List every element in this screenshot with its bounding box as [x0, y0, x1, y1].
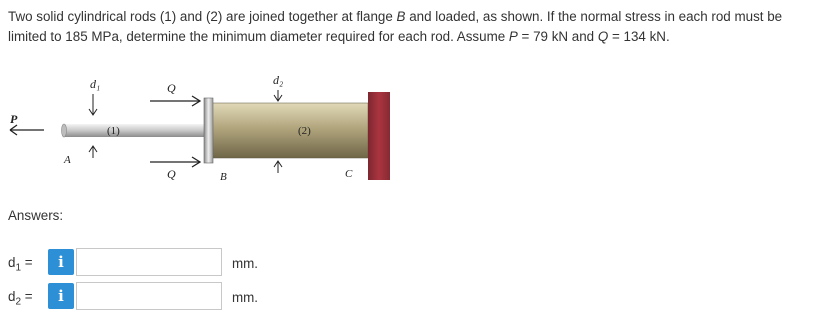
rod-assembly-figure [0, 70, 420, 186]
label-d2: d₂ [273, 73, 284, 87]
d1-label [8, 255, 33, 274]
label-p: P [10, 112, 18, 126]
d2-bottom-arrow [274, 161, 282, 173]
d2-equals: = [21, 289, 33, 304]
d1-symbol: d [8, 255, 16, 270]
problem-statement [8, 7, 812, 47]
d2-top-arrow [274, 90, 282, 101]
d2-label [8, 289, 33, 308]
answers-heading: Answers: [8, 208, 64, 223]
label-rod-1: (1) [107, 125, 120, 137]
label-q-bottom: Q [167, 167, 176, 181]
d2-answer-input[interactable] [76, 282, 222, 310]
d2-subscript: 2 [15, 296, 22, 308]
q-variable: Q [597, 29, 609, 44]
d2-unit: mm. [232, 290, 259, 305]
label-d1: d₁ [90, 77, 101, 91]
flange-variable: B [396, 9, 406, 24]
d1-equals: = [21, 255, 33, 270]
label-rod-2: (2) [298, 125, 311, 137]
rod-2 [212, 103, 368, 158]
label-b: B [220, 171, 227, 183]
flange-b [204, 98, 213, 163]
q-value: = 134 kN. [608, 29, 670, 44]
rod-1 [64, 124, 206, 137]
label-c: C [345, 168, 353, 180]
d1-top-arrow [89, 94, 97, 115]
d1-answer-input[interactable] [76, 248, 222, 276]
problem-text-1: Two solid cylindrical rods (1) and (2) are joined together at flange [8, 9, 397, 24]
fixed-wall-c [368, 92, 390, 180]
load-p-arrow [10, 125, 44, 135]
p-variable: P [508, 29, 518, 44]
p-value: = 79 kN and [517, 29, 598, 44]
d1-subscript: 1 [15, 262, 22, 274]
d1-unit: mm. [232, 256, 259, 271]
rod-1-end-a [62, 124, 67, 137]
label-q-top: Q [167, 81, 176, 95]
d1-bottom-arrow [89, 146, 97, 158]
label-a: A [64, 154, 71, 166]
q-bottom-arrow [150, 157, 200, 167]
q-top-arrow [150, 96, 200, 106]
info-icon[interactable]: i [48, 249, 74, 275]
info-icon[interactable]: i [48, 283, 74, 309]
d2-symbol: d [8, 289, 16, 304]
problem-text-2: and loaded, as shown. If the normal stress in each rod must be limited to 185 MPa, determine the minimum diameter required for each rod. Assume [8, 9, 783, 44]
